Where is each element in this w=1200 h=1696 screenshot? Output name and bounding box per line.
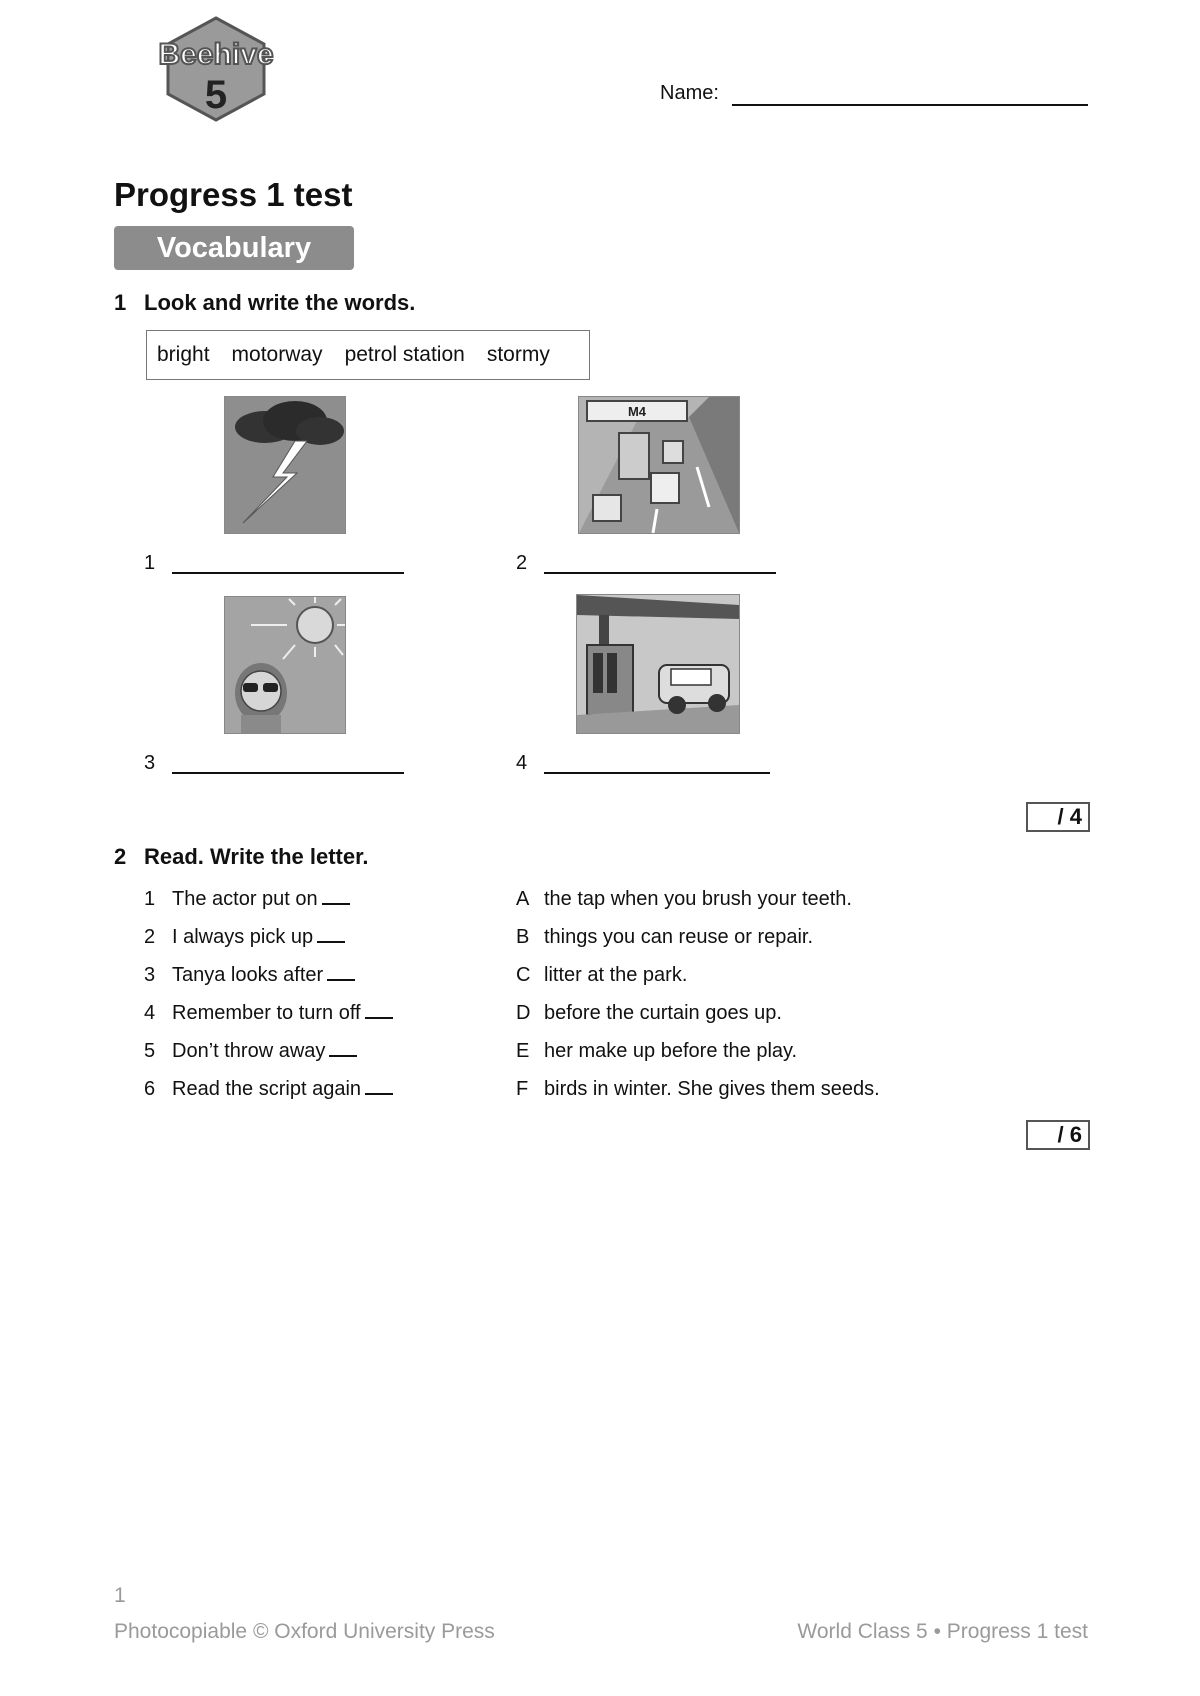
option-text: litter at the park. — [544, 964, 688, 986]
match-item-text: Remember to turn off — [172, 1002, 361, 1024]
option-letter: B — [516, 926, 530, 948]
storm-cloud-lightning-icon — [224, 396, 346, 534]
match-item — [144, 1078, 393, 1116]
letter-blank[interactable] — [327, 965, 355, 981]
motorway-traffic-icon — [578, 396, 740, 534]
match-right-column — [516, 888, 880, 1116]
svg-text:M4: M4 — [627, 404, 647, 419]
match-item-text: I always pick up — [172, 926, 314, 948]
option-letter: E — [516, 1040, 530, 1062]
answer-line[interactable] — [172, 572, 404, 574]
match-item-number: 2 — [144, 926, 156, 948]
match-item-text: Read the script again — [172, 1078, 362, 1100]
match-item — [144, 964, 393, 1002]
option-text: things you can reuse or repair. — [544, 926, 814, 948]
option-letter: C — [516, 964, 531, 986]
option-text: the tap when you brush your teeth. — [544, 888, 852, 910]
match-item — [144, 888, 393, 926]
beehive-logo — [136, 14, 296, 124]
exercise-2-heading — [114, 844, 369, 870]
option-letter: A — [516, 888, 530, 910]
match-option — [516, 1040, 880, 1078]
exercise-1-heading — [114, 290, 415, 316]
sunny-girl-sunglasses-icon — [224, 596, 346, 734]
page-number: 1 — [114, 1584, 126, 1607]
series-title: World Class 5 • Progress 1 test — [797, 1620, 1088, 1643]
match-item — [144, 1002, 393, 1040]
score-box-exercise-2[interactable]: / 6 — [1026, 1120, 1090, 1150]
match-item-number: 1 — [144, 888, 156, 910]
match-item-text: Tanya looks after — [172, 964, 324, 986]
name-label: Name: — [660, 82, 719, 104]
letter-blank[interactable] — [365, 1079, 393, 1095]
name-field[interactable] — [732, 104, 1088, 106]
word-bank — [146, 330, 590, 380]
score-box-exercise-1[interactable]: / 4 — [1026, 802, 1090, 832]
option-text: before the curtain goes up. — [544, 1002, 782, 1024]
answer-line[interactable] — [544, 772, 770, 774]
letter-blank[interactable] — [317, 927, 345, 943]
letter-blank[interactable] — [329, 1041, 357, 1057]
svg-text:5: 5 — [204, 73, 228, 117]
match-option — [516, 1002, 880, 1040]
match-option — [516, 888, 880, 926]
match-item — [144, 1040, 393, 1078]
match-item — [144, 926, 393, 964]
item-number: 1 — [144, 552, 156, 574]
match-option — [516, 964, 880, 1002]
option-text: her make up before the play. — [544, 1040, 798, 1062]
item-number: 2 — [516, 552, 528, 574]
match-left-column — [144, 888, 393, 1116]
petrol-station-car-icon — [576, 594, 740, 734]
word-bank-item: motorway — [231, 343, 323, 366]
exercise-number: 2 — [114, 844, 127, 869]
svg-text:Beehive: Beehive — [158, 38, 274, 71]
match-item-number: 3 — [144, 964, 156, 986]
match-item-number: 6 — [144, 1078, 156, 1100]
match-item-text: The actor put on — [172, 888, 318, 910]
word-bank-item: bright — [157, 343, 210, 366]
match-option — [516, 1078, 880, 1116]
match-item-number: 5 — [144, 1040, 156, 1062]
option-letter: D — [516, 1002, 531, 1024]
item-number: 3 — [144, 752, 156, 774]
exercise-instruction: Look and write the words. — [144, 290, 416, 315]
match-item-text: Don’t throw away — [172, 1040, 326, 1062]
match-item-number: 4 — [144, 1002, 156, 1024]
letter-blank[interactable] — [322, 889, 350, 905]
letter-blank[interactable] — [365, 1003, 393, 1019]
word-bank-item: stormy — [486, 343, 550, 366]
match-option — [516, 926, 880, 964]
exercise-instruction: Read. Write the letter. — [144, 844, 369, 869]
item-number: 4 — [516, 752, 528, 774]
copyright-notice: Photocopiable © Oxford University Press — [114, 1620, 495, 1643]
answer-line[interactable] — [544, 572, 776, 574]
page-title: Progress 1 test — [114, 176, 353, 213]
option-letter: F — [516, 1078, 529, 1100]
answer-line[interactable] — [172, 772, 404, 774]
exercise-number: 1 — [114, 290, 127, 315]
section-badge: Vocabulary — [114, 226, 354, 270]
word-bank-item: petrol station — [344, 343, 465, 366]
option-text: birds in winter. She gives them seeds. — [544, 1078, 880, 1100]
